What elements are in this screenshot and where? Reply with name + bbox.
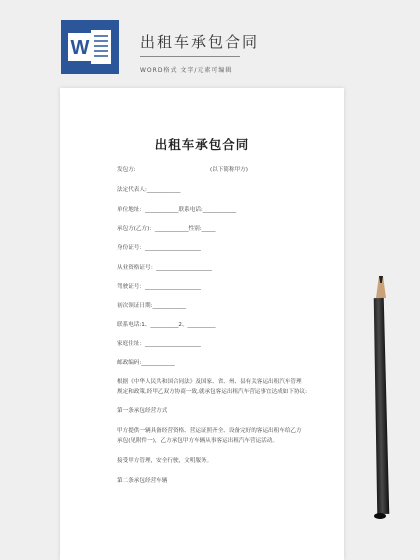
- party-a-note: (以下简称甲方): [210, 167, 248, 173]
- document-title: 出租车承包合同: [154, 137, 250, 152]
- form-field: 单位地址：____________联系电话:____________: [117, 207, 237, 213]
- party-a-label: 发包方:: [117, 167, 136, 173]
- word-icon-letter: W: [70, 37, 90, 59]
- banner-divider: [140, 56, 240, 57]
- paragraph-line: 规定和政策,经甲乙双方协商一致,就承包客运出租汽车营运事宜达成如下协议:: [117, 389, 308, 395]
- form-field: 承包方(乙方)：____________性别:_____: [117, 226, 216, 232]
- form-field: 驾驶证号：____________________: [117, 284, 201, 290]
- section-heading: 第二条承包经营车辆: [117, 478, 168, 484]
- form-field: 法定代表人:____________: [117, 187, 181, 193]
- paragraph-line: 承包(见附件一)，乙方承包甲方车辆从事客运出租汽车营运活动。: [117, 438, 278, 444]
- form-field: 联系电话:1、__________2、__________: [117, 322, 216, 328]
- form-field: 初次领证日期:____________: [117, 303, 187, 309]
- form-field: 从业资格证号：____________________: [117, 265, 213, 271]
- word-document-icon: [61, 20, 119, 74]
- paragraph-line: 根据《中华人民共和国合同法》及国家、省、州、县有关客运出租汽车管理: [117, 379, 302, 385]
- banner-title: 出租车承包合同: [140, 33, 260, 51]
- section-heading: 第一条承包经营方式: [117, 408, 168, 414]
- paragraph-line: 接受甲方管理，安全行驶，文明服务。: [117, 458, 213, 464]
- form-field: 家庭住址：____________________: [117, 341, 201, 347]
- document-page: [60, 88, 344, 560]
- form-field: 身份证号：____________________: [117, 245, 201, 251]
- paragraph-line: 甲方提供一辆具备经营资格、营运证照齐全、设备完好的客运出租车给乙方: [117, 428, 302, 434]
- banner-subtitle: WORD格式 文字/元素可编辑: [140, 67, 233, 74]
- form-field: 邮政编码:____________: [117, 360, 175, 366]
- pencil-icon: [368, 276, 394, 536]
